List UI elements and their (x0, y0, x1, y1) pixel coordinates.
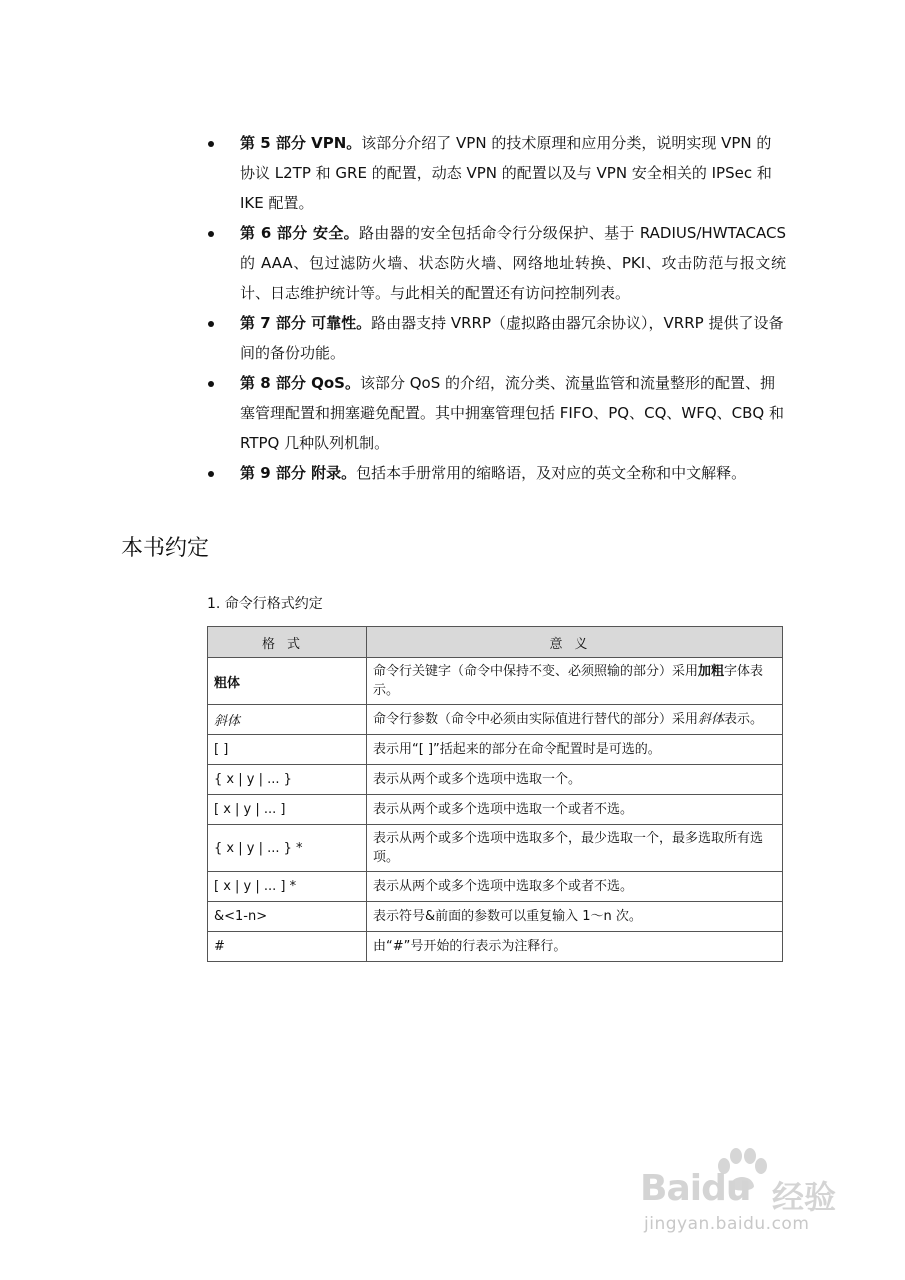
command-format-table (207, 626, 783, 962)
list-item (206, 128, 786, 218)
meaning-emphasis: 斜体 (698, 712, 725, 727)
bullet-dot (208, 381, 214, 387)
meaning-text: 字体表示。 (373, 664, 764, 698)
list-item (206, 308, 786, 368)
meaning-cell: 表示从两个或多个选项中选取多个或者不选。 (367, 872, 783, 902)
meaning-text: 表示。 (724, 712, 764, 727)
watermark-logo: Baidu (640, 1168, 751, 1209)
bullet-dot (208, 141, 214, 147)
format-cell: &<1-n> (208, 902, 367, 932)
meaning-cell: 表示符号&前面的参数可以重复输入 1～n 次。 (367, 902, 783, 932)
format-cell: [ ] (208, 735, 367, 765)
watermark-url: jingyan.baidu.com (644, 1214, 810, 1234)
meaning-cell: 表示从两个或多个选项中选取多个，最少选取一个，最多选取所有选项。 (367, 825, 783, 872)
table-row (208, 795, 783, 825)
table-row (208, 765, 783, 795)
format-cell: [ x | y | ... ] * (208, 872, 367, 902)
table-caption: 1. 命令行格式约定 (207, 596, 323, 612)
list-item (206, 218, 786, 308)
format-cell: { x | y | ... } (208, 765, 367, 795)
item-text: 该部分 QoS 的介绍，流分类、流量监管和流量整形的配置、拥塞管理配置和拥塞避免配置。其中拥塞管理包括 FIFO、PQ、CQ、WFQ、CBQ 和 RTPQ 几种队列机制。 (240, 374, 784, 452)
item-lead: 第 5 部分 VPN。 (240, 134, 362, 152)
item-lead: 第 6 部分 安全。 (240, 224, 359, 242)
table-row (208, 825, 783, 872)
bullet-dot (208, 321, 214, 327)
meaning-cell: 由“#”号开始的行表示为注释行。 (367, 932, 783, 962)
table-row (208, 872, 783, 902)
bullet-dot (208, 231, 214, 237)
meaning-text: 命令行参数（命令中必须由实际值进行替代的部分）采用 (373, 712, 699, 727)
table-row (208, 932, 783, 962)
watermark-cn: 经验 (772, 1178, 837, 1216)
table-row (208, 705, 783, 735)
item-text: 路由器支持 VRRP（虚拟路由器冗余协议），VRRP 提供了设备间的备份功能。 (240, 314, 784, 362)
table-row (208, 735, 783, 765)
item-lead: 第 8 部分 QoS。 (240, 374, 360, 392)
bullet-dot (208, 471, 214, 477)
format-cell: # (208, 932, 367, 962)
item-text: 路由器的安全包括命令行分级保护、基于 RADIUS/HWTACACS 的 AAA、包过滤防火墙、状态防火墙、网络地址转换、PKI、攻击防范与报文统计、日志维护统计等。与此相关的配置还有访问控制列表。 (240, 224, 786, 302)
list-item (206, 458, 786, 488)
header-format: 格式 (208, 627, 367, 658)
format-cell: 斜体 (208, 705, 367, 735)
format-cell: 粗体 (208, 658, 367, 705)
meaning-cell (367, 658, 783, 705)
table-header-row (208, 627, 783, 658)
header-meaning: 意义 (367, 627, 783, 658)
section-title: 本书约定 (121, 536, 210, 561)
item-text: 该部分介绍了 VPN 的技术原理和应用分类，说明实现 VPN 的协议 L2TP 和 GRE 的配置，动态 VPN 的配置以及与 VPN 安全相关的 IPSec 和 IKE 配置。 (240, 134, 772, 212)
item-lead: 第 9 部分 附录。 (240, 464, 357, 482)
meaning-cell (367, 705, 783, 735)
format-cell: [ x | y | ... ] (208, 795, 367, 825)
meaning-text: 命令行关键字（命令中保持不变、必须照输的部分）采用 (373, 664, 699, 679)
baidu-jingyan-watermark (640, 1148, 870, 1248)
meaning-cell: 表示从两个或多个选项中选取一个。 (367, 765, 783, 795)
format-cell: { x | y | ... } * (208, 825, 367, 872)
list-item (206, 368, 786, 458)
table-row (208, 658, 783, 705)
item-lead: 第 7 部分 可靠性。 (240, 314, 372, 332)
table-row (208, 902, 783, 932)
meaning-emphasis: 加粗 (698, 664, 725, 679)
item-text: 包括本手册常用的缩略语，及对应的英文全称和中文解释。 (356, 464, 747, 482)
meaning-cell: 表示从两个或多个选项中选取一个或者不选。 (367, 795, 783, 825)
bullet-list (206, 128, 786, 488)
meaning-cell: 表示用“[ ]”括起来的部分在命令配置时是可选的。 (367, 735, 783, 765)
